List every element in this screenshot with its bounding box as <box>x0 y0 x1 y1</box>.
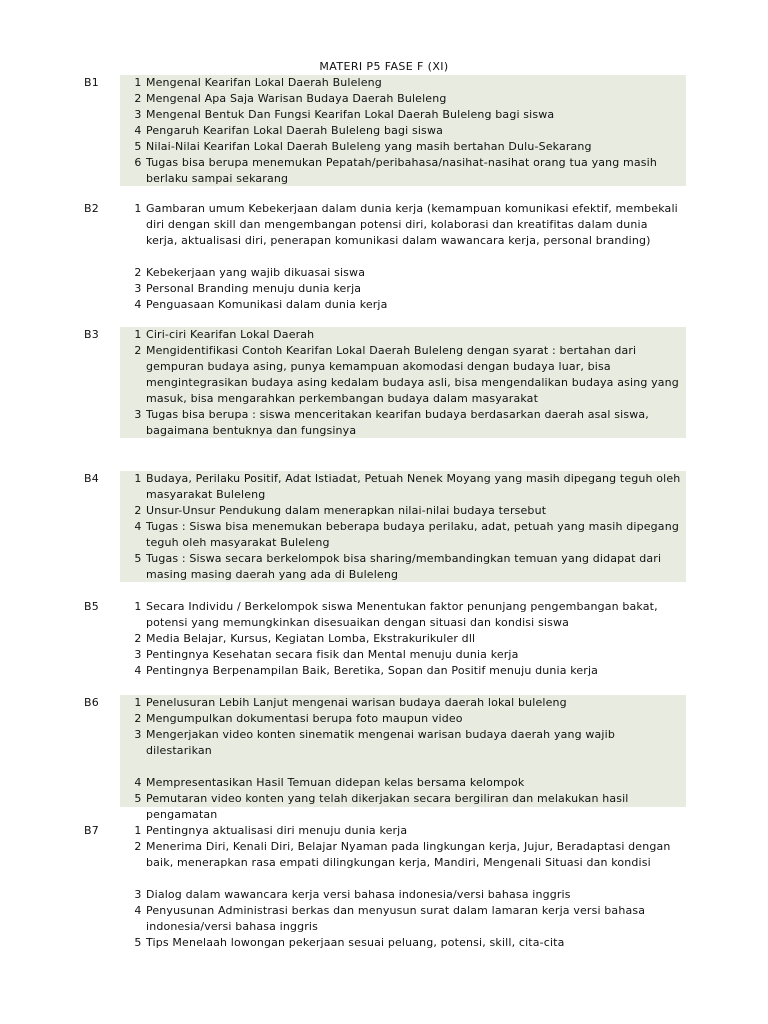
section-b3: B3 1 Ciri-ciri Kearifan Lokal Daerah 2 Mengidentifikasi Contoh Kearifan Lokal Daerah Buleleng dengan syarat : bertahan dari gempuran budaya asing, punya kemampuan akomodasi dengan budaya luar, bisa mengintegrasikan budaya asing kedalam budaya asli, bisa mengendalikan budaya asing yang masuk, bisa mengarahkan perkembangan budaya dalam masyarakat 3 Tugas bisa berupa : siswa menceritakan kearifan budaya berdasarkan daerah asal siswa, bagaimana bentuknya dan fungsinya <box>120 327 686 438</box>
list-item: 1 Penelusuran Lebih Lanjut mengenai warisan budaya daerah lokal buleleng <box>134 696 567 709</box>
list-item: 2 Mengumpulkan dokumentasi berupa foto maupun video <box>134 712 463 725</box>
document-title: MATERI P5 FASE F (XI) <box>319 60 449 73</box>
list-item: 1 Ciri-ciri Kearifan Lokal Daerah <box>134 328 315 341</box>
list-item: 2 Mengidentifikasi Contoh Kearifan Lokal Daerah Buleleng dengan syarat : bertahan dari gempuran budaya asing, punya kemampuan akomodasi dengan budaya luar, bisa mengintegrasikan budaya asing kedalam budaya asli, bisa mengendalikan budaya asing yang masuk, bisa mengarahkan perkembangan budaya dalam masyarakat <box>134 344 679 405</box>
list-item: 2 Mengenal Apa Saja Warisan Budaya Daerah Buleleng <box>134 92 447 105</box>
list-item: 1 Budaya, Perilaku Positif, Adat Istiadat, Petuah Nenek Moyang yang masih dipegang teguh oleh masyarakat Buleleng <box>134 472 681 501</box>
section-b4: B4 1 Budaya, Perilaku Positif, Adat Istiadat, Petuah Nenek Moyang yang masih dipegang teguh oleh masyarakat Buleleng 2 Unsur-Unsur Pendukung dalam menerapkan nilai-nilai budaya tersebut 4 Tugas : Siswa bisa menemukan beberapa budaya perilaku, adat, petuah yang masih dipegang teguh oleh masyarakat Buleleng 5 Tugas : Siswa secara berkelompok bisa sharing/membandingkan temuan yang didapat dari masing masing daerah yang ada di Buleleng <box>120 471 686 582</box>
list-item: 5 Pemutaran video konten yang telah dikerjakan secara bergiliran dan melakukan hasil pengamatan <box>134 792 629 821</box>
list-item: 5 Tugas : Siswa secara berkelompok bisa sharing/membandingkan temuan yang didapat dari masing masing daerah yang ada di Buleleng <box>134 552 662 581</box>
list-item: 4 Penguasaan Komunikasi dalam dunia kerja <box>134 298 388 311</box>
section-b1: B1 1 Mengenal Kearifan Lokal Daerah Buleleng 2 Mengenal Apa Saja Warisan Budaya Daerah Buleleng 3 Mengenal Bentuk Dan Fungsi Kearifan Lokal Daerah Buleleng bagi siswa 4 Pengaruh Kearifan Lokal Daerah Buleleng bagi siswa 5 Nilai-Nilai Kearifan Lokal Daerah Buleleng yang masih bertahan Dulu-Sekarang 6 Tugas bisa berupa menemukan Pepatah/peribahasa/nasihat-nasihat orang tua yang masih berlaku sampai sekarang <box>120 75 686 186</box>
list-item: 2 Media Belajar, Kursus, Kegiatan Lomba, Ekstrakurikuler dll <box>134 632 476 645</box>
list-item: 1 Mengenal Kearifan Lokal Daerah Buleleng <box>134 76 382 89</box>
list-item: 2 Kebekerjaan yang wajib dikuasai siswa <box>134 266 366 279</box>
list-item: 4 Mempresentasikan Hasil Temuan didepan kelas bersama kelompok <box>134 776 525 789</box>
list-item: 4 Pengaruh Kearifan Lokal Daerah Buleleng bagi siswa <box>134 124 443 137</box>
list-item: 4 Tugas : Siswa bisa menemukan beberapa budaya perilaku, adat, petuah yang masih dipegang teguh oleh masyarakat Buleleng <box>134 520 679 549</box>
list-item: 5 Tips Menelaah lowongan pekerjaan sesuai peluang, potensi, skill, cita-cita <box>134 936 565 949</box>
section-b6: B6 1 Penelusuran Lebih Lanjut mengenai warisan budaya daerah lokal buleleng 2 Mengumpulkan dokumentasi berupa foto maupun video 3 Mengerjakan video konten sinematik mengenai warisan budaya daerah yang wajib dilestarikan 4 Mempresentasikan Hasil Temuan didepan kelas bersama kelompok 5 Pemutaran video konten yang telah dikerjakan secara bergiliran dan melakukan hasil pengamatan <box>120 695 686 807</box>
list-item: 4 Pentingnya Berpenampilan Baik, Beretika, Sopan dan Positif menuju dunia kerja <box>134 664 599 677</box>
list-item: 1 Pentingnya aktualisasi diri menuju dunia kerja <box>134 824 408 837</box>
list-item: 6 Tugas bisa berupa menemukan Pepatah/peribahasa/nasihat-nasihat orang tua yang masih berlaku sampai sekarang <box>134 156 657 185</box>
list-item: 1 Secara Individu / Berkelompok siswa Menentukan faktor penunjang pengembangan bakat, potensi yang memungkinkan disesuaikan dengan situasi dan kondisi siswa <box>134 600 658 629</box>
section-b2: B2 1 Gambaran umum Kebekerjaan dalam dunia kerja (kemampuan komunikasi efektif, membekali diri dengan skill dan mengembangan potensi diri, kolaborasi dan kreatifitas dalam dunia kerja, aktualisasi diri, penerapan komunikasi dalam wawancara kerja, personal branding) 2 Kebekerjaan yang wajib dikuasai siswa 3 Personal Branding menuju dunia kerja 4 Penguasaan Komunikasi dalam dunia kerja <box>120 201 686 313</box>
list-item: 3 Mengerjakan video konten sinematik mengenai warisan budaya daerah yang wajib dilestarikan <box>134 728 615 757</box>
list-item: 5 Nilai-Nilai Kearifan Lokal Daerah Buleleng yang masih bertahan Dulu-Sekarang <box>134 140 592 153</box>
section-b5: B5 1 Secara Individu / Berkelompok siswa Menentukan faktor penunjang pengembangan bakat, potensi yang memungkinkan disesuaikan dengan situasi dan kondisi siswa 2 Media Belajar, Kursus, Kegiatan Lomba, Ekstrakurikuler dll 3 Pentingnya Kesehatan secara fisik dan Mental menuju dunia kerja 4 Pentingnya Berpenampilan Baik, Beretika, Sopan dan Positif menuju dunia kerja <box>120 599 686 679</box>
list-item: 4 Penyusunan Administrasi berkas dan menyusun surat dalam lamaran kerja versi bahasa indonesia/versi bahasa inggris <box>134 904 646 933</box>
list-item: 3 Tugas bisa berupa : siswa menceritakan kearifan budaya berdasarkan daerah asal siswa, bagaimana bentuknya dan fungsinya <box>134 408 649 437</box>
list-item: 2 Unsur-Unsur Pendukung dalam menerapkan nilai-nilai budaya tersebut <box>134 504 547 517</box>
list-item: 3 Personal Branding menuju dunia kerja <box>134 282 362 295</box>
list-item: 3 Dialog dalam wawancara kerja versi bahasa indonesia/versi bahasa inggris <box>134 888 571 901</box>
section-b7: B7 1 Pentingnya aktualisasi diri menuju dunia kerja 2 Menerima Diri, Kenali Diri, Belajar Nyaman pada lingkungan kerja, Jujur, Beradaptasi dengan baik, menerapkan rasa empati dilingkungan kerja, Mandiri, Mengenali Situasi dan kondisi 3 Dialog dalam wawancara kerja versi bahasa indonesia/versi bahasa inggris 4 Penyusunan Administrasi berkas dan menyusun surat dalam lamaran kerja versi bahasa indonesia/versi bahasa inggris 5 Tips Menelaah lowongan pekerjaan sesuai peluang, potensi, skill, cita-cita <box>120 823 686 951</box>
list-item: 3 Mengenal Bentuk Dan Fungsi Kearifan Lokal Daerah Buleleng bagi siswa <box>134 108 555 121</box>
list-item: 3 Pentingnya Kesehatan secara fisik dan Mental menuju dunia kerja <box>134 648 519 661</box>
list-item: 2 Menerima Diri, Kenali Diri, Belajar Nyaman pada lingkungan kerja, Jujur, Beradaptasi dengan baik, menerapkan rasa empati dilingkungan kerja, Mandiri, Mengenali Situasi dan kondisi <box>134 840 671 869</box>
list-item: 1 Gambaran umum Kebekerjaan dalam dunia kerja (kemampuan komunikasi efektif, membekali diri dengan skill dan mengembangan potensi diri, kolaborasi dan kreatifitas dalam dunia kerja, aktualisasi diri, penerapan komunikasi dalam wawancara kerja, personal branding) <box>134 202 678 247</box>
